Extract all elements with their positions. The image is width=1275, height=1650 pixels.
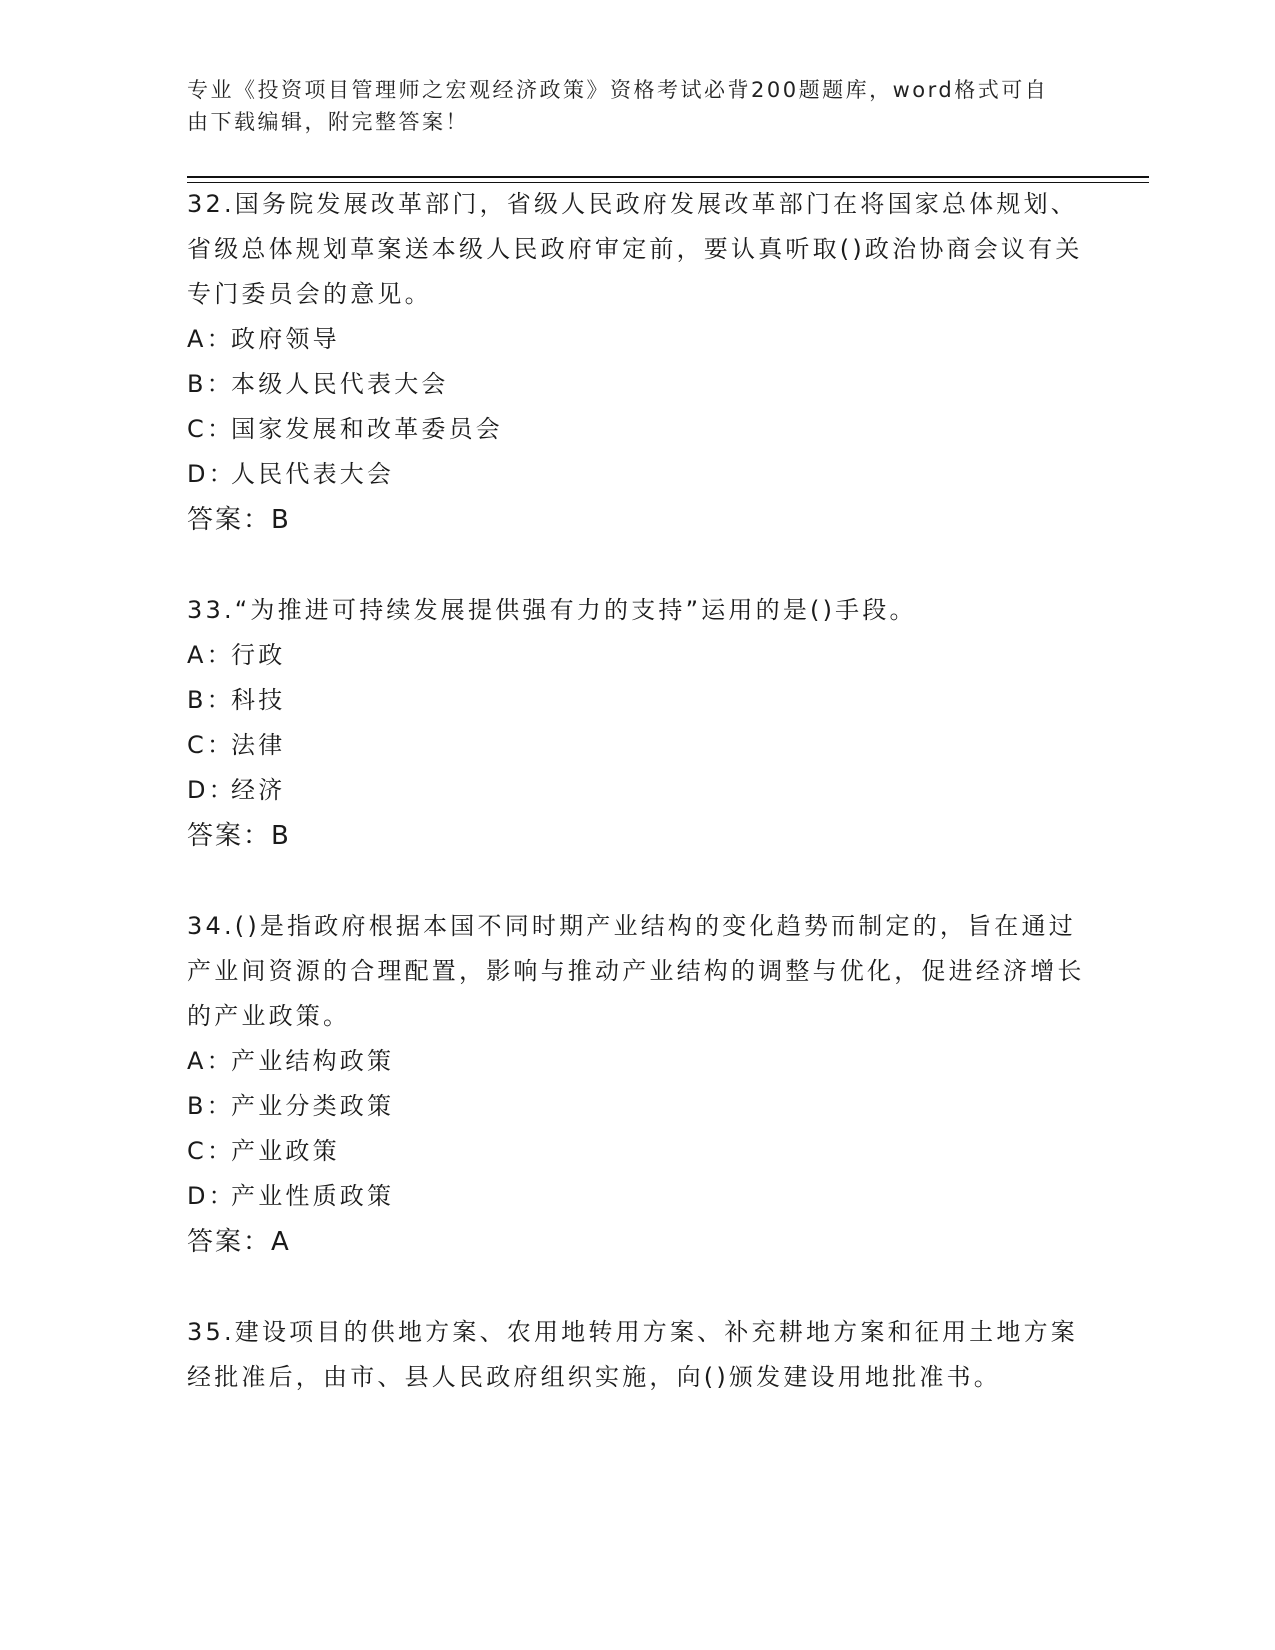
option-text: 行政 bbox=[231, 641, 286, 669]
question-stem: 33.“为推进可持续发展提供强有力的支持”运用的是()手段。 bbox=[187, 596, 917, 624]
answer-line: 答案：B bbox=[187, 505, 291, 535]
option-c bbox=[187, 723, 1087, 768]
option-key: A： bbox=[187, 641, 234, 669]
answer-line: 答案：A bbox=[187, 1227, 291, 1257]
header-divider-thick bbox=[187, 176, 1149, 178]
answer-line: 答案：B bbox=[187, 821, 291, 851]
option-b bbox=[187, 678, 1087, 723]
question-stem: 32.国务院发展改革部门，省级人民政府发展改革部门在将国家总体规划、省级总体规划草案送本级人民政府审定前，要认真听取()政治协商会议有关专门委员会的意见。 bbox=[187, 190, 1083, 308]
option-a bbox=[187, 1039, 1087, 1084]
option-list bbox=[187, 1039, 1087, 1219]
option-c bbox=[187, 407, 1087, 452]
option-text: 产业政策 bbox=[231, 1137, 340, 1165]
option-key: D： bbox=[187, 1182, 236, 1210]
option-key: C： bbox=[187, 1137, 235, 1165]
option-key: D： bbox=[187, 776, 236, 804]
option-text: 法律 bbox=[231, 731, 286, 759]
option-text: 产业分类政策 bbox=[231, 1092, 395, 1120]
option-key: B： bbox=[187, 1092, 234, 1120]
option-key: A： bbox=[187, 1047, 234, 1075]
option-a bbox=[187, 633, 1087, 678]
option-text: 本级人民代表大会 bbox=[231, 370, 449, 398]
question-35 bbox=[187, 1310, 1087, 1400]
option-d bbox=[187, 1174, 1087, 1219]
option-b bbox=[187, 1084, 1087, 1129]
option-list bbox=[187, 633, 1087, 813]
option-c bbox=[187, 1129, 1087, 1174]
option-text: 产业性质政策 bbox=[231, 1182, 395, 1210]
option-key: A： bbox=[187, 325, 234, 353]
option-text: 科技 bbox=[231, 686, 286, 714]
option-d bbox=[187, 768, 1087, 813]
option-key: D： bbox=[187, 460, 236, 488]
option-key: C： bbox=[187, 415, 235, 443]
question-34 bbox=[187, 904, 1087, 1265]
option-d bbox=[187, 452, 1087, 497]
page-header: 专业《投资项目管理师之宏观经济政策》资格考试必背200题题库，word格式可自由下载编辑，附完整答案！ bbox=[187, 78, 1049, 134]
option-list bbox=[187, 317, 1087, 497]
option-key: B： bbox=[187, 686, 234, 714]
option-b bbox=[187, 362, 1087, 407]
option-key: B： bbox=[187, 370, 234, 398]
question-32 bbox=[187, 182, 1087, 543]
question-33 bbox=[187, 588, 1087, 859]
option-text: 政府领导 bbox=[231, 325, 340, 353]
question-stem: 34.()是指政府根据本国不同时期产业结构的变化趋势而制定的，旨在通过产业间资源的合理配置，影响与推动产业结构的调整与优化，促进经济增长的产业政策。 bbox=[187, 912, 1085, 1030]
option-text: 产业结构政策 bbox=[231, 1047, 395, 1075]
option-key: C： bbox=[187, 731, 235, 759]
option-text: 国家发展和改革委员会 bbox=[231, 415, 503, 443]
option-text: 人民代表大会 bbox=[231, 460, 395, 488]
question-stem: 35.建设项目的供地方案、农用地转用方案、补充耕地方案和征用土地方案经批准后，由市、县人民政府组织实施，向()颁发建设用地批准书。 bbox=[187, 1318, 1078, 1391]
option-text: 经济 bbox=[231, 776, 286, 804]
option-a bbox=[187, 317, 1087, 362]
